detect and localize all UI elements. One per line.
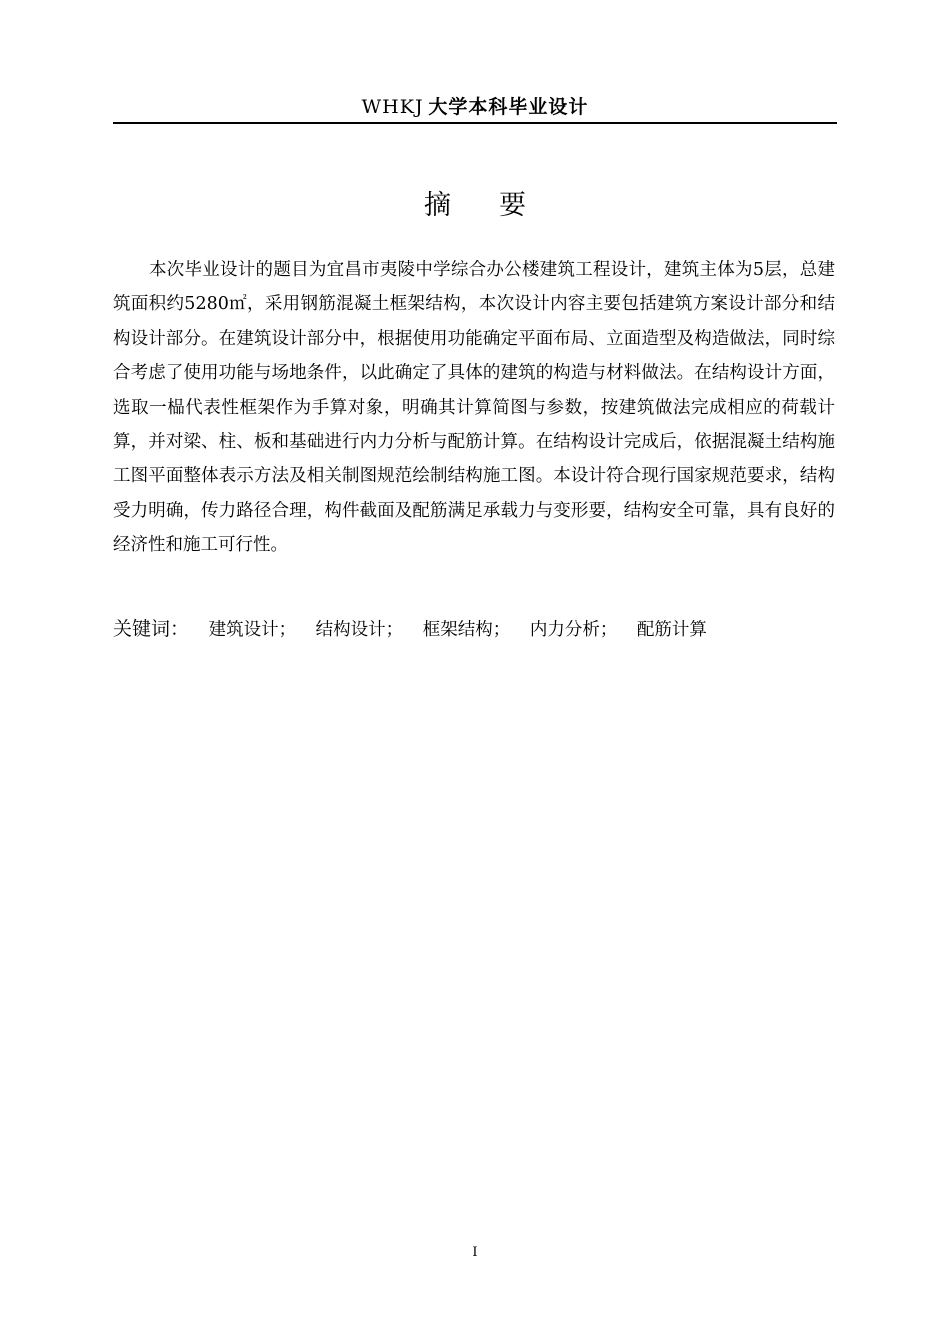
header-title: 大学本科毕业设计 [428,96,589,118]
abstract-body: 本次毕业设计的题目为宜昌市夷陵中学综合办公楼建筑工程设计，建筑主体为5层，总建筑面积约5280㎡，采用钢筋混凝土框架结构，本次设计内容主要包括建筑方案设计部分和结构设计部分。在建筑设计部分中，根据使用功能确定平面布局、立面造型及构造做法，同时综合考虑了使用功能与场地条件，以此确定了具体的建筑的构造与材料做法。在结构设计方面，选取一榀代表性框架作为手算对象，明确其计算简图与参数，按建筑做法完成相应的荷载计算，并对梁、柱、板和基础进行内力分析与配筋计算。在结构设计完成后，依据混凝土结构施工图平面整体表示方法及相关制图规范绘制结构施工图。本设计符合现行国家规范要求，结构受力明确，传力路径合理，构件截面及配筋满足承载力与变形要，结构安全可靠，具有良好的经济性和施工可行性。 [113,260,835,556]
keyword-item: 框架结构； [422,620,511,640]
keyword-item: 结构设计； [315,620,404,640]
keyword-item: 建筑设计； [208,620,297,640]
abstract-title: 摘要 [424,190,574,221]
page-number: I [472,1245,478,1260]
keyword-item: 内力分析； [529,620,618,640]
header-school-code: WHKJ [361,96,424,118]
page-header [113,92,837,124]
keywords [113,612,721,647]
keywords-label: 关键词： [113,618,190,640]
keyword-item: 配筋计算 [636,620,707,640]
